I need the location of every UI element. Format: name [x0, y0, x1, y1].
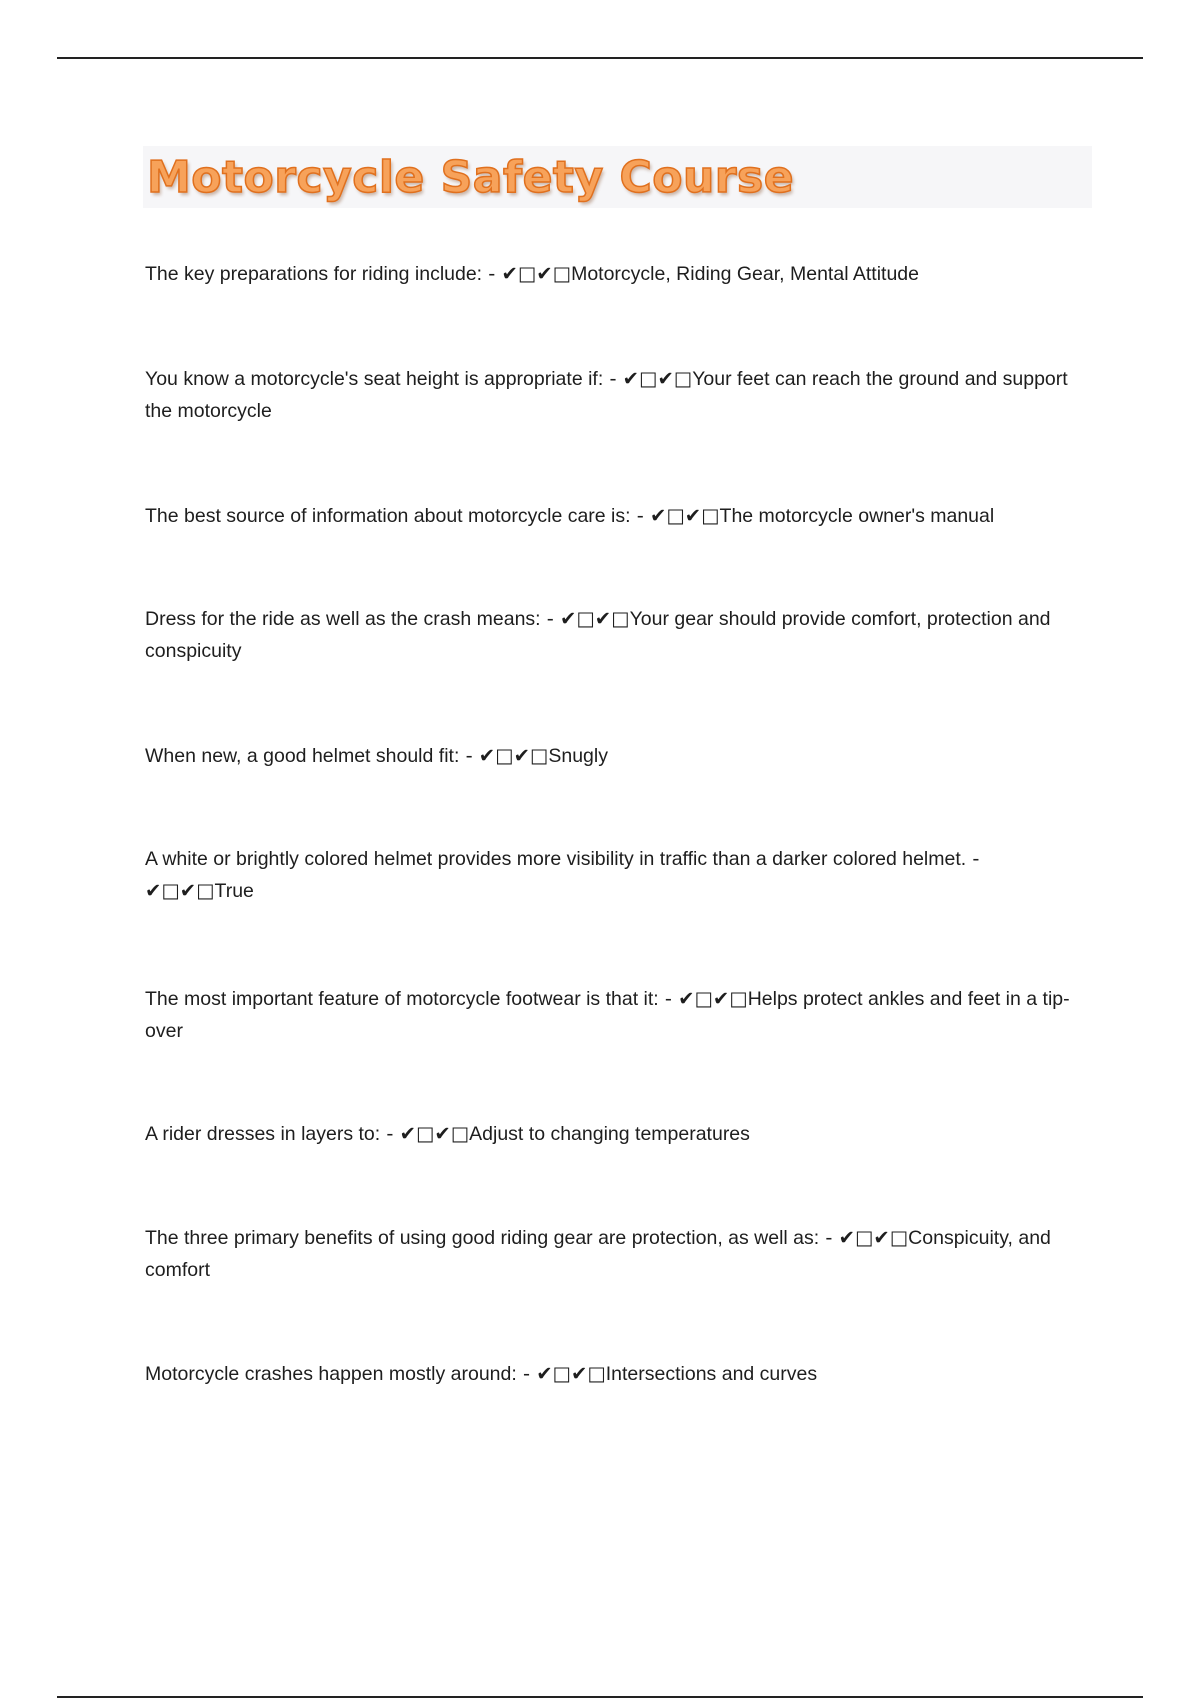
- question-4: Dress for the ride as well as the crash means:: [145, 608, 541, 630]
- question-6: A white or brightly colored helmet provides more visibility in traffic than a darker colored helmet.: [145, 848, 967, 870]
- qa-item-3: [145, 500, 1085, 532]
- answer-2: Your feet can reach the ground and support the motorcycle: [145, 368, 1068, 422]
- question-7: The most important feature of motorcycle footwear is that it:: [145, 988, 659, 1010]
- check-marks-6: - ✔□✔□: [145, 847, 980, 902]
- question-9: The three primary benefits of using good riding gear are protection, as well as:: [145, 1227, 820, 1249]
- qa-item-4: [145, 603, 1085, 667]
- title-banner: [143, 146, 1092, 208]
- question-2: You know a motorcycle's seat height is appropriate if:: [145, 368, 604, 390]
- check-marks-10: - ✔□✔□: [516, 1362, 606, 1385]
- qa-item-1: [145, 258, 1085, 290]
- qa-item-7: [145, 983, 1085, 1047]
- answer-4: Your gear should provide comfort, protection and conspicuity: [145, 608, 1051, 662]
- answer-1: Motorcycle, Riding Gear, Mental Attitude: [571, 263, 919, 285]
- qa-item-9: [145, 1222, 1085, 1286]
- question-8: A rider dresses in layers to:: [145, 1123, 381, 1145]
- question-1: The key preparations for riding include:: [145, 263, 483, 285]
- answer-3: The motorcycle owner's manual: [719, 505, 995, 527]
- check-marks-3: - ✔□✔□: [630, 504, 720, 527]
- check-marks-2: - ✔□✔□: [603, 367, 693, 390]
- qa-item-10: [145, 1358, 1085, 1390]
- answer-8: Adjust to changing temperatures: [469, 1123, 750, 1145]
- check-marks-5: - ✔□✔□: [459, 744, 549, 767]
- qa-item-5: [145, 740, 1085, 772]
- bottom-rule: [57, 1696, 1143, 1698]
- answer-5: Snugly: [548, 745, 608, 767]
- answer-6: True: [214, 880, 254, 902]
- question-5: When new, a good helmet should fit:: [145, 745, 460, 767]
- answer-10: Intersections and curves: [605, 1363, 818, 1385]
- qa-item-2: [145, 363, 1085, 427]
- qa-item-8: [145, 1118, 1085, 1150]
- question-3: The best source of information about motorcycle care is:: [145, 505, 631, 527]
- check-marks-4: - ✔□✔□: [540, 607, 630, 630]
- check-marks-1: - ✔□✔□: [482, 262, 572, 285]
- answer-9: Conspicuity, and comfort: [145, 1227, 1051, 1281]
- document-title: Motorcycle Safety Course: [147, 151, 795, 203]
- top-rule: [57, 57, 1143, 59]
- answer-7: Helps protect ankles and feet in a tip-over: [145, 988, 1070, 1042]
- check-marks-8: - ✔□✔□: [380, 1122, 470, 1145]
- check-marks-9: - ✔□✔□: [819, 1226, 909, 1249]
- question-10: Motorcycle crashes happen mostly around:: [145, 1363, 517, 1385]
- check-marks-7: - ✔□✔□: [658, 987, 748, 1010]
- qa-item-6: [145, 843, 1085, 907]
